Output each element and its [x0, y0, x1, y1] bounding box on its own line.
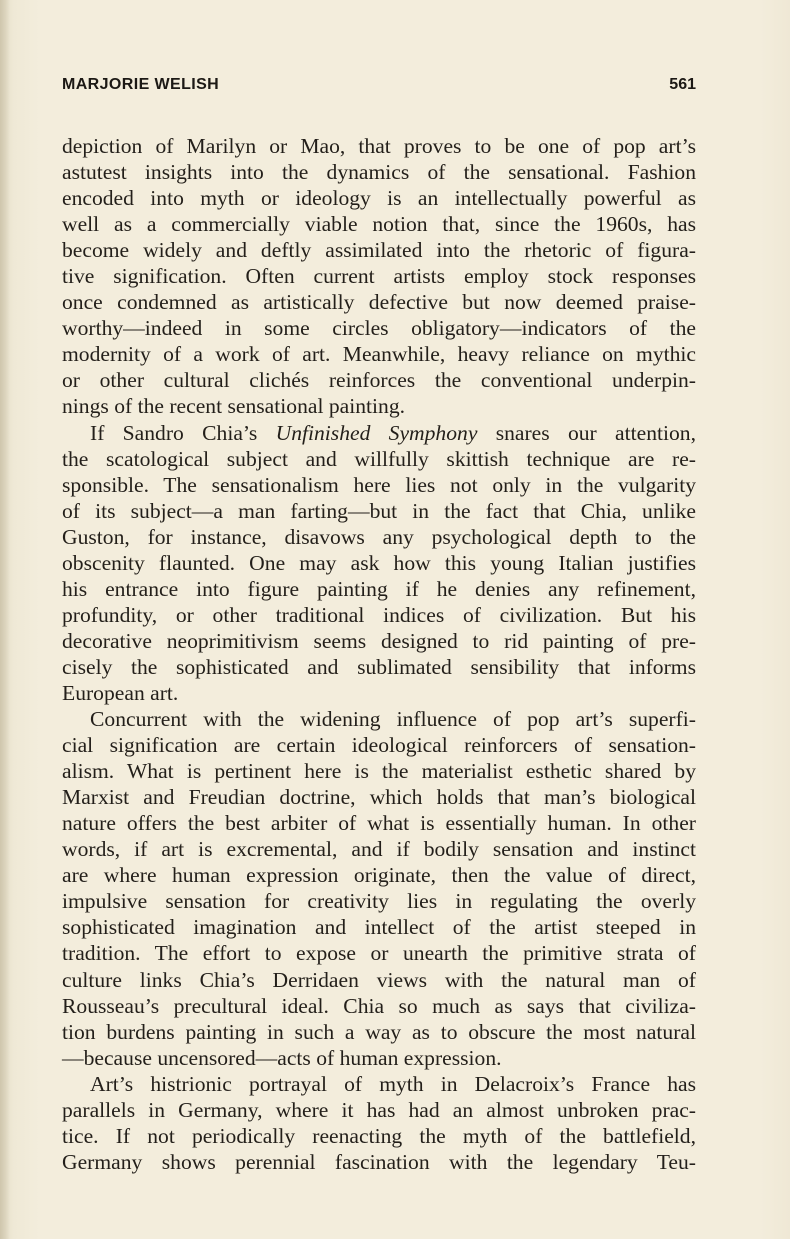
text-line: are where human expression originate, then the value of direct, [62, 863, 696, 888]
text-line: sponsible. The sensationalism here lies not only in the vulgarity [62, 472, 696, 497]
text-line: cisely the sophisticated and sublimated sensibility that informs [62, 654, 696, 679]
text-line: nature offers the best arbiter of what is essentially human. In other [62, 811, 696, 836]
text-line: Marxist and Freudian doctrine, which holds that man’s biological [62, 785, 696, 810]
paragraph [62, 420, 696, 707]
running-head [62, 76, 696, 100]
text-line: well as a commercially viable notion that, since the 1960s, has [62, 212, 696, 237]
text-line: If Sandro Chia’s Unfinished Symphony snares our attention, [90, 420, 696, 445]
text-line: cial signification are certain ideological reinforcers of sensation- [62, 733, 696, 758]
body-text [62, 133, 696, 1175]
page-number: 561 [669, 76, 696, 93]
text-line: European art. [62, 680, 179, 705]
text-line: Guston, for instance, disavows any psychological depth to the [62, 524, 696, 549]
text-line: tion burdens painting in such a way as to obscure the most natural [62, 1019, 696, 1044]
text-line: Rousseau’s precultural ideal. Chia so much as says that civiliza- [62, 993, 696, 1018]
text-line: once condemned as artistically defective but now deemed praise- [62, 290, 696, 315]
text-line: tradition. The effort to expose or unearth the primitive strata of [62, 941, 696, 966]
text-line: words, if art is excremental, and if bodily sensation and instinct [62, 837, 696, 862]
text-line: nings of the recent sensational painting. [62, 394, 406, 419]
text-line: alism. What is pertinent here is the materialist esthetic shared by [62, 759, 696, 784]
text-line: sophisticated imagination and intellect of the artist steeped in [62, 915, 696, 940]
text-line: depiction of Marilyn or Mao, that proves to be one of pop art’s [62, 134, 696, 158]
text-line: Concurrent with the widening influence of pop art’s superfi- [90, 707, 696, 732]
paragraph [62, 1071, 696, 1175]
paragraph [62, 706, 696, 1071]
text-line: decorative neoprimitivism seems designed to rid painting of pre- [62, 628, 696, 653]
text-line: of its subject—a man farting—but in the fact that Chia, unlike [62, 498, 696, 523]
text-line: —because uncensored—acts of human expression. [62, 1045, 502, 1070]
text-line: Art’s histrionic portrayal of myth in Delacroix’s France has [90, 1071, 696, 1096]
text-line: impulsive sensation for creativity lies in regulating the overly [62, 889, 696, 914]
text-line: culture links Chia’s Derridaen views with the natural man of [62, 967, 696, 992]
artwork-title: Unfinished Symphony [275, 420, 478, 445]
text-line: his entrance into figure painting if he denies any refinement, [62, 576, 696, 601]
text-line: modernity of a work of art. Meanwhile, heavy reliance on mythic [62, 342, 696, 367]
text-line: Germany shows perennial fascination with the legendary Teu- [62, 1149, 696, 1174]
text-line: the scatological subject and willfully skittish technique are re- [62, 446, 696, 471]
text-line: worthy—indeed in some circles obligatory—indicators of the [62, 316, 696, 341]
text-line: tice. If not periodically reenacting the myth of the battlefield, [62, 1123, 696, 1148]
text-line: or other cultural clichés reinforces the conventional underpin- [62, 368, 696, 393]
binding-gutter-shadow [0, 0, 10, 1239]
text-line: obscenity flaunted. One may ask how this young Italian justifies [62, 550, 696, 575]
text-line: tive signification. Often current artists employ stock responses [62, 264, 696, 289]
text-line: profundity, or other traditional indices of civilization. But his [62, 602, 696, 627]
text-line: become widely and deftly assimilated into the rhetoric of figura- [62, 238, 696, 263]
paragraph [62, 133, 696, 420]
running-head-author: MARJORIE WELISH [62, 76, 220, 93]
text-line: parallels in Germany, where it has had an almost unbroken prac- [62, 1097, 696, 1122]
text-line: astutest insights into the dynamics of the sensational. Fashion [62, 160, 696, 185]
text-line: encoded into myth or ideology is an intellectually powerful as [62, 186, 696, 211]
